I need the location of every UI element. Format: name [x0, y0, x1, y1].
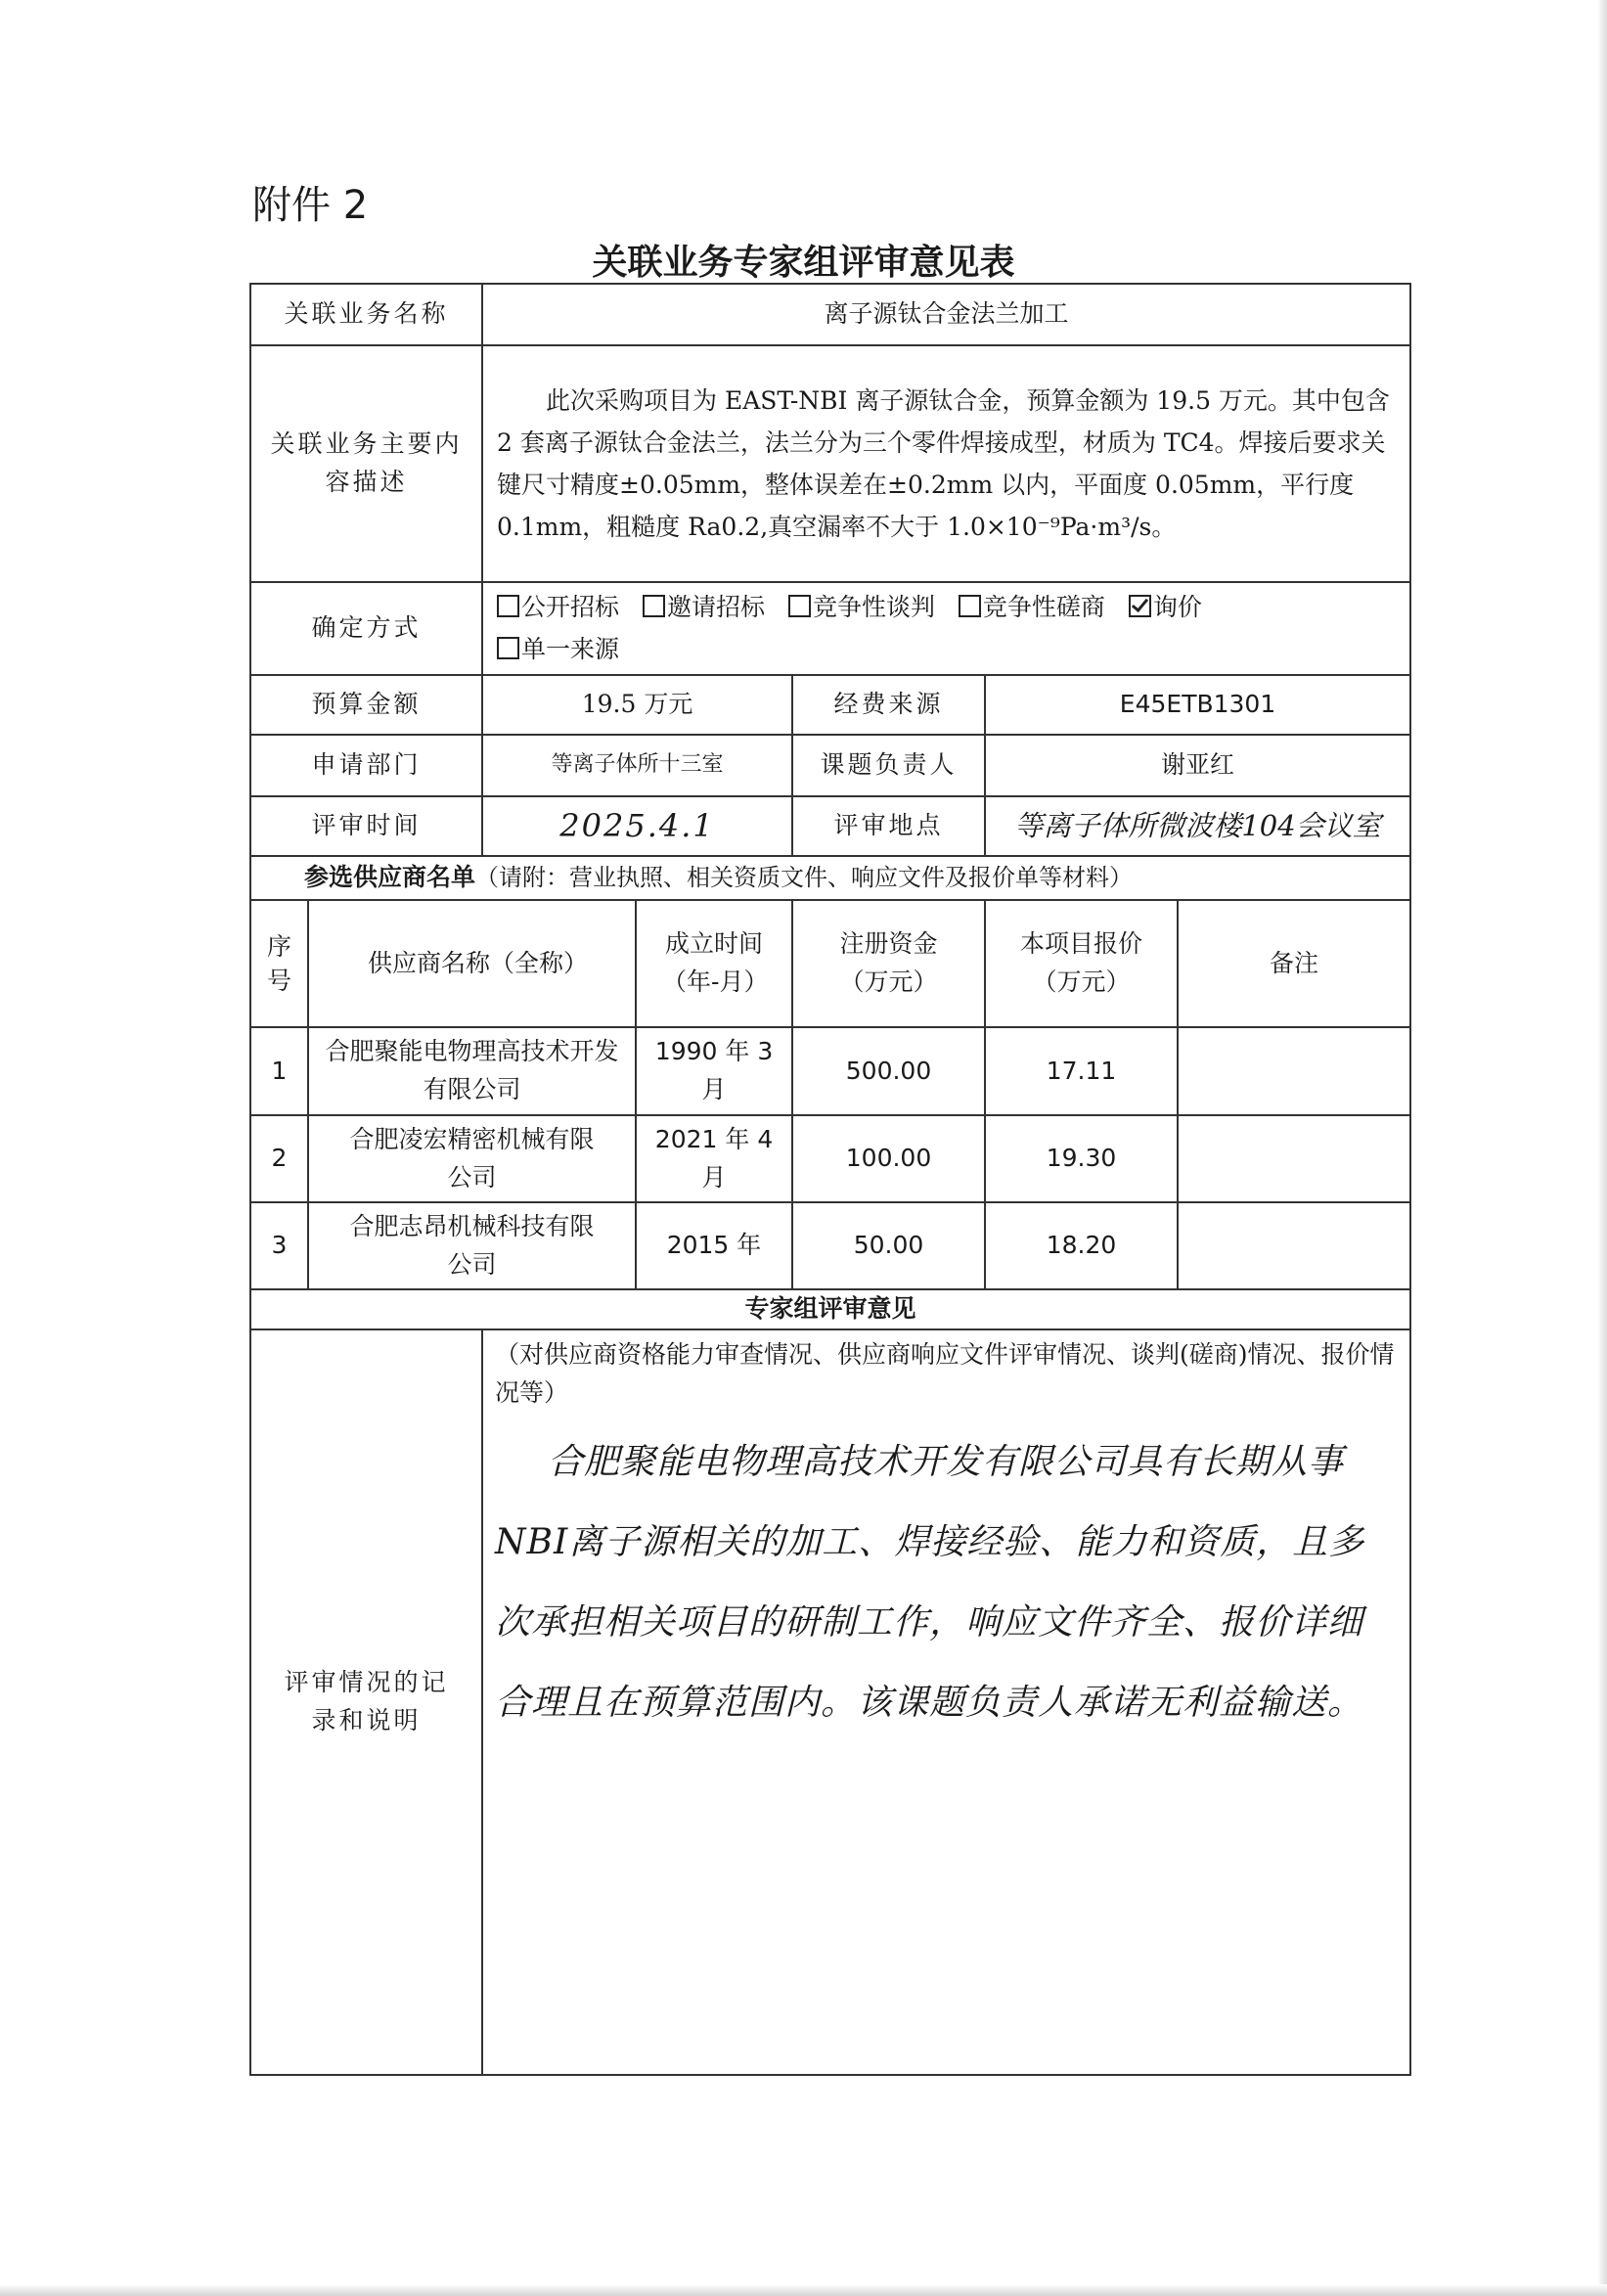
- method-options: [482, 582, 1410, 675]
- review-instruction: （对供应商资格能力审查情况、供应商响应文件评审情况、谈判(磋商)情况、报价情况等）: [495, 1340, 1395, 1407]
- supplier-founded: 2015 年: [636, 1202, 792, 1289]
- method-option[interactable]: [497, 587, 619, 629]
- table-row: [250, 1202, 1410, 1289]
- checkbox-icon[interactable]: [1129, 595, 1151, 617]
- budget-label: 预算金额: [250, 675, 482, 735]
- method-option-label: 询价: [1152, 593, 1202, 621]
- method-option[interactable]: [643, 587, 765, 629]
- supplier-capital: 500.00: [792, 1027, 985, 1115]
- business-desc-label: 关联业务主要内容描述: [250, 345, 482, 582]
- header-founded: 成立时间（年-月）: [636, 900, 792, 1027]
- review-time-label: 评审时间: [250, 796, 482, 856]
- form-title: 关联业务专家组评审意见表: [592, 243, 1015, 283]
- method-option-label: 邀请招标: [666, 593, 765, 621]
- row-method: [250, 582, 1410, 675]
- row-index: 2: [250, 1115, 308, 1202]
- review-handwritten-text: 合肥聚能电物理高技术开发有限公司具有长期从事NBI离子源相关的加工、焊接经验、能力和资质，且多次承担相关项目的研制工作，响应文件齐全、报价详细合理且在预算范围内。该课题负责人承诺无利益输送。: [495, 1441, 1365, 1723]
- supplier-quote: 18.20: [985, 1202, 1178, 1289]
- fund-source-value: E45ETB1301: [985, 675, 1410, 735]
- supplier-remark: [1178, 1115, 1410, 1202]
- table-row: [250, 1115, 1410, 1202]
- checkbox-icon[interactable]: [497, 637, 519, 659]
- method-option-label: 竞争性谈判: [812, 593, 935, 621]
- method-option-label: 单一来源: [521, 634, 620, 663]
- header-supplier-name: 供应商名称（全称）: [308, 900, 636, 1027]
- supplier-remark: [1178, 1202, 1410, 1289]
- project-leader-label: 课题负责人: [792, 735, 985, 796]
- review-time-value: 2025.4.1: [482, 796, 792, 856]
- fund-source-label: 经费来源: [792, 675, 985, 735]
- attachment-label: 附件 2: [252, 183, 369, 228]
- review-section-title: 专家组评审意见: [250, 1289, 1410, 1329]
- review-record-label: 评审情况的记录和说明: [250, 1329, 482, 2075]
- scan-edge-right: [1597, 0, 1607, 2296]
- checkbox-icon[interactable]: [643, 595, 665, 617]
- review-place-value: 等离子体所微波楼104会议室: [985, 796, 1410, 856]
- supplier-table-header: [250, 900, 1410, 1027]
- row-index: 3: [250, 1202, 308, 1289]
- table-row: [250, 1027, 1410, 1115]
- method-option-label: 竞争性磋商: [982, 593, 1105, 621]
- budget-value: 19.5 万元: [482, 675, 792, 735]
- method-option[interactable]: [788, 587, 935, 629]
- supplier-name: 合肥聚能电物理高技术开发有限公司: [308, 1027, 636, 1115]
- supplier-quote: 17.11: [985, 1027, 1178, 1115]
- department-label: 申请部门: [250, 735, 482, 796]
- checkbox-icon[interactable]: [959, 595, 981, 617]
- supplier-capital: 50.00: [792, 1202, 985, 1289]
- header-index: 序号: [250, 900, 308, 1027]
- project-leader-value: 谢亚红: [985, 735, 1410, 796]
- method-option[interactable]: [959, 587, 1105, 629]
- method-option-label: 公开招标: [521, 593, 620, 621]
- checkbox-icon[interactable]: [497, 595, 519, 617]
- supplier-name: 合肥志昂机械科技有限公司: [308, 1202, 636, 1289]
- row-budget: [250, 675, 1410, 735]
- header-capital: 注册资金（万元）: [792, 900, 985, 1027]
- row-index: 1: [250, 1027, 308, 1115]
- method-option[interactable]: [1129, 587, 1202, 629]
- row-review-time: [250, 796, 1410, 856]
- method-option[interactable]: [497, 629, 619, 671]
- department-value: 等离子体所十三室: [482, 735, 792, 796]
- header-remark: 备注: [1178, 900, 1410, 1027]
- supplier-founded: 1990 年 3 月: [636, 1027, 792, 1115]
- review-place-label: 评审地点: [792, 796, 985, 856]
- method-label: 确定方式: [250, 582, 482, 675]
- row-business-description: [250, 345, 1410, 582]
- supplier-section-title: 参选供应商名单: [304, 863, 476, 892]
- header-quote: 本项目报价（万元）: [985, 900, 1178, 1027]
- supplier-remark: [1178, 1027, 1410, 1115]
- business-name-value: 离子源钛合金法兰加工: [482, 284, 1410, 345]
- row-supplier-section: [250, 856, 1410, 900]
- business-desc-value: 此次采购项目为 EAST-NBI 离子源钛合金，预算金额为 19.5 万元。其中包含 2 套离子源钛合金法兰，法兰分为三个零件焊接成型，材质为 TC4。焊接后要求关键尺寸精度±0.05mm，整体误差在±0.2mm 以内，平面度 0.05mm，平行度 0.1mm，粗糙度 Ra0.2,真空漏率不大于 1.0×10⁻⁹Pa·m³/s。: [482, 345, 1410, 582]
- supplier-quote: 19.30: [985, 1115, 1178, 1202]
- row-review-record: [250, 1329, 1410, 2075]
- checkbox-icon[interactable]: [788, 595, 811, 617]
- supplier-section-note: （请附：营业执照、相关资质文件、响应文件及报价单等材料）: [475, 864, 1134, 892]
- row-department: [250, 735, 1410, 796]
- business-name-label: 关联业务名称: [250, 284, 482, 345]
- review-form-table: [249, 283, 1411, 2076]
- scan-edge-bottom: [0, 2284, 1607, 2296]
- review-record-cell: [482, 1329, 1410, 2075]
- row-business-name: [250, 284, 1410, 345]
- supplier-founded: 2021 年 4 月: [636, 1115, 792, 1202]
- supplier-name: 合肥凌宏精密机械有限公司: [308, 1115, 636, 1202]
- supplier-capital: 100.00: [792, 1115, 985, 1202]
- row-review-section: [250, 1289, 1410, 1329]
